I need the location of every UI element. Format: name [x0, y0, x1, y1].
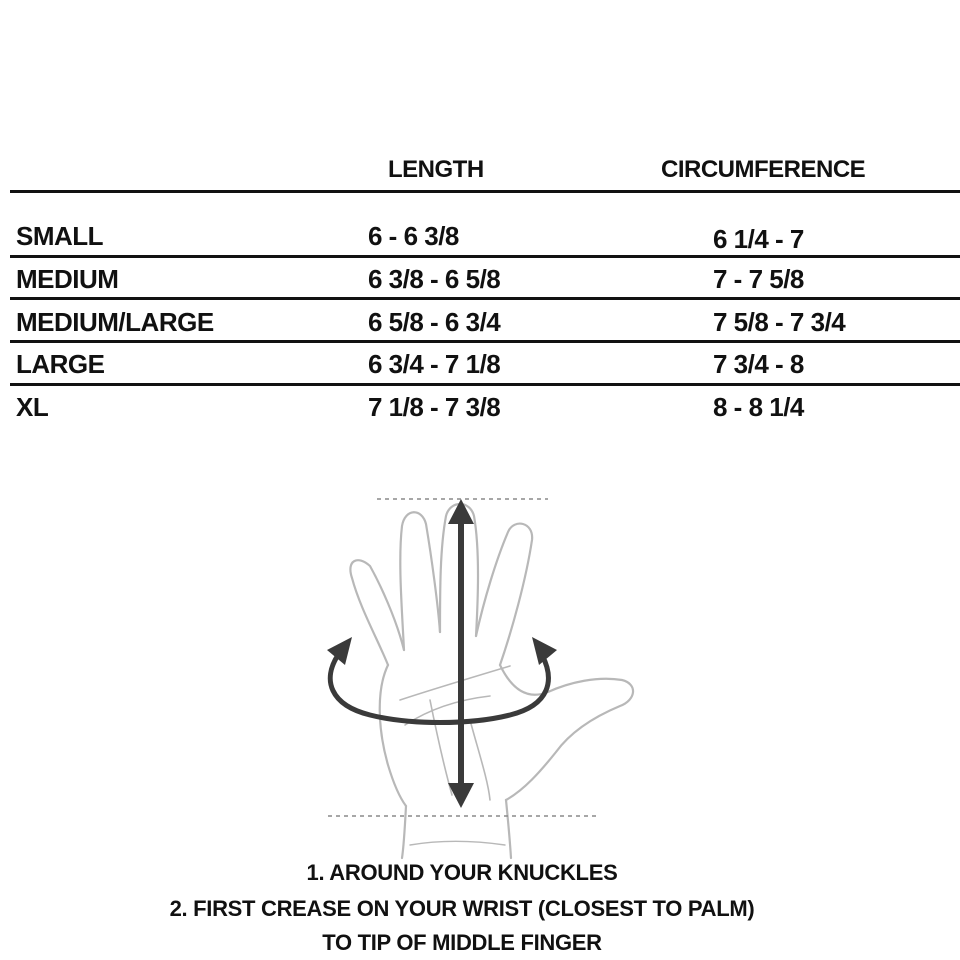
length-value: 6 5/8 - 6 3/4	[368, 307, 501, 337]
row-divider	[10, 297, 960, 300]
size-label: XL	[16, 392, 49, 422]
size-label: LARGE	[16, 349, 105, 379]
column-header-circumference: CIRCUMFERENCE	[661, 156, 866, 183]
hand-outline-icon	[350, 504, 633, 858]
length-arrow-icon	[448, 499, 474, 808]
instruction-line-2: 2. FIRST CREASE ON YOUR WRIST (CLOSEST TO PALM)	[169, 896, 755, 921]
length-value: 6 3/8 - 6 5/8	[368, 264, 501, 294]
circumference-value: 7 - 7 5/8	[713, 264, 804, 294]
size-label: SMALL	[16, 221, 104, 251]
length-value: 7 1/8 - 7 3/8	[368, 392, 501, 422]
header-divider	[10, 190, 960, 193]
row-divider	[10, 255, 960, 258]
row-divider	[10, 383, 960, 386]
size-label: MEDIUM/LARGE	[16, 307, 214, 337]
hand-measurement-diagram	[300, 480, 660, 860]
circumference-value: 7 5/8 - 7 3/4	[713, 307, 846, 337]
circumference-value: 8 - 8 1/4	[713, 392, 804, 422]
size-label: MEDIUM	[16, 264, 119, 294]
column-header-length: LENGTH	[388, 156, 484, 183]
circumference-value: 7 3/4 - 8	[713, 349, 804, 379]
length-value: 6 3/4 - 7 1/8	[368, 349, 501, 379]
length-value: 6 - 6 3/8	[368, 221, 459, 251]
circumference-arrow-icon	[327, 637, 557, 723]
circumference-value: 6 1/4 - 7	[713, 224, 804, 254]
instruction-line-1: 1. AROUND YOUR KNUCKLES	[306, 860, 618, 885]
instruction-line-3: TO TIP OF MIDDLE FINGER	[322, 930, 602, 955]
row-divider	[10, 340, 960, 343]
